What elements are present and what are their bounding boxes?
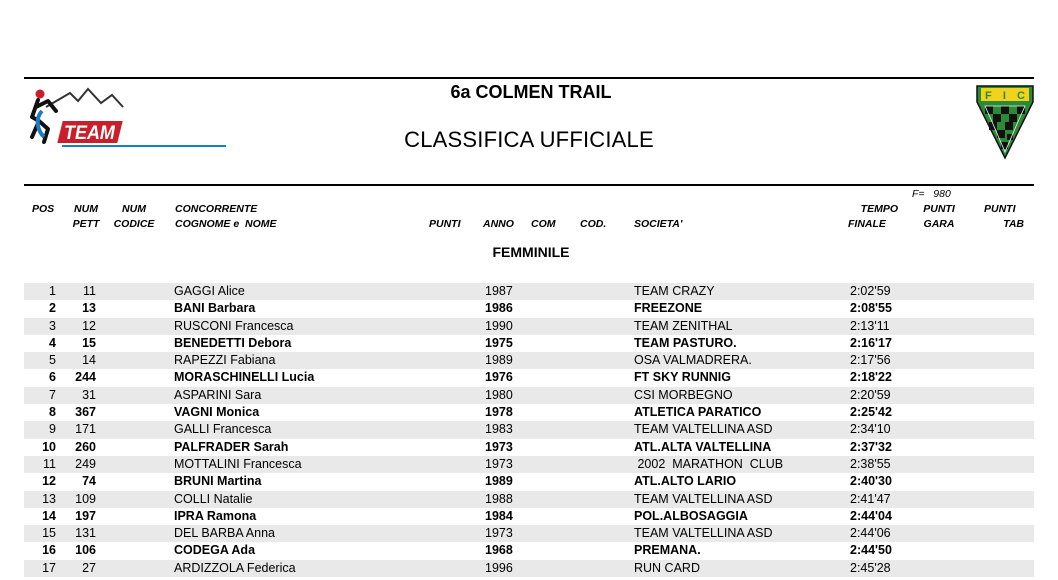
col-tempo-line2: FINALE — [848, 218, 886, 230]
row-time: 2:41'47 — [850, 491, 891, 506]
table-row — [24, 525, 1034, 542]
row-pett: 27 — [82, 560, 96, 575]
row-name: BANI Barbara — [174, 301, 256, 316]
page-subtitle: CLASSIFICA UFFICIALE — [404, 127, 654, 152]
col-num-pett-line1: NUM — [74, 203, 98, 215]
row-name: GAGGI Alice — [174, 284, 245, 298]
row-time: 2:40'30 — [850, 474, 892, 489]
row-year: 1987 — [485, 284, 513, 298]
row-club: ATL.ALTA VALTELLINA — [634, 439, 772, 454]
row-pos: 16 — [42, 543, 56, 558]
row-year: 1983 — [485, 422, 513, 437]
row-pett: 197 — [75, 508, 96, 523]
row-pos: 11 — [43, 456, 56, 471]
row-year: 1990 — [485, 318, 513, 333]
row-name: BRUNI Martina — [174, 474, 262, 489]
row-club: PREMANA. — [634, 543, 701, 558]
row-time: 2:37'32 — [850, 439, 892, 454]
logo-right-text: FIC — [985, 90, 1025, 102]
row-club: 2002 MARATHON CLUB — [634, 456, 784, 471]
event-title: 6a COLMEN TRAIL — [450, 82, 612, 102]
row-pos: 1 — [49, 284, 56, 298]
col-anno: ANNO — [483, 218, 514, 230]
row-name: RUSCONI Francesca — [174, 318, 294, 333]
col-num-pett — [66, 202, 106, 232]
row-club: FT SKY RUNNIG — [634, 370, 731, 385]
row-name: COLLI Natalie — [174, 491, 253, 506]
table-row — [24, 491, 1034, 508]
row-club: ATLETICA PARATICO — [634, 405, 762, 420]
row-year: 1996 — [485, 560, 513, 575]
col-num-codice — [110, 202, 158, 232]
row-pos: 17 — [42, 560, 56, 575]
row-year: 1980 — [485, 387, 513, 402]
row-time: 2:44'04 — [850, 508, 892, 523]
row-pett: 12 — [82, 318, 96, 333]
col-num-codice-line1: NUM — [122, 203, 146, 215]
row-year: 1986 — [485, 301, 513, 316]
row-name: MOTTALINI Francesca — [174, 456, 302, 471]
row-pett: 15 — [82, 335, 96, 350]
row-pett: 14 — [82, 353, 96, 368]
row-year: 1973 — [485, 456, 513, 471]
row-club: TEAM VALTELLINA ASD — [634, 526, 773, 541]
table-row — [24, 335, 1034, 352]
row-pett: 13 — [82, 301, 96, 316]
row-year: 1973 — [485, 526, 513, 541]
row-pett: 171 — [75, 422, 96, 437]
logo-left-text: TEAM VALTELLINA — [64, 123, 229, 144]
row-time: 2:44'50 — [850, 543, 892, 558]
row-year: 1976 — [485, 370, 513, 385]
table-row — [24, 318, 1034, 335]
row-pett: 109 — [75, 491, 96, 506]
row-club: ATL.ALTO LARIO — [634, 474, 737, 489]
row-pett: 11 — [83, 284, 96, 298]
row-year: 1978 — [485, 405, 513, 420]
row-club: TEAM PASTURO. — [634, 335, 737, 350]
table-row — [24, 473, 1034, 490]
row-time: 2:44'06 — [850, 526, 891, 541]
row-club: TEAM CRAZY — [634, 284, 715, 298]
row-time: 2:16'17 — [850, 335, 892, 350]
col-punti-gara-line1: PUNTI — [923, 203, 955, 215]
row-pett: 244 — [75, 370, 96, 385]
row-year: 1984 — [485, 508, 513, 523]
col-punti-tab-line1: PUNTI — [984, 203, 1016, 215]
row-club: OSA VALMADRERA. — [634, 353, 752, 368]
row-pett: 106 — [75, 543, 96, 558]
row-year: 1989 — [485, 474, 513, 489]
col-societa: SOCIETA' — [634, 218, 683, 230]
row-time: 2:17'56 — [850, 353, 891, 368]
table-row — [24, 439, 1034, 456]
row-name: IPRA Ramona — [174, 508, 257, 523]
row-club: TEAM VALTELLINA ASD — [634, 491, 773, 506]
col-concorrente-line1: CONCORRENTE — [175, 203, 258, 215]
row-time: 2:02'59 — [850, 284, 891, 298]
row-pett: 249 — [75, 456, 96, 471]
row-time: 2:34'10 — [850, 422, 891, 437]
table-row — [24, 387, 1034, 404]
col-num-codice-line2: CODICE — [113, 218, 155, 230]
col-punti: PUNTI — [429, 218, 461, 230]
table-row — [24, 300, 1034, 317]
col-punti-tab-line2: TAB — [1003, 218, 1024, 230]
row-name: PALFRADER Sarah — [174, 439, 289, 454]
row-pett: 31 — [82, 387, 96, 402]
row-club: TEAM VALTELLINA ASD — [634, 422, 773, 437]
table-row — [24, 456, 1034, 473]
row-year: 1988 — [485, 491, 513, 506]
col-pos: POS — [32, 203, 55, 215]
row-time: 2:18'22 — [850, 370, 892, 385]
row-name: BENEDETTI Debora — [174, 335, 292, 350]
col-com: COM — [531, 218, 556, 230]
row-year: 1989 — [485, 353, 513, 368]
row-pos: 12 — [42, 474, 56, 489]
col-tempo-line1: TEMPO — [860, 203, 898, 215]
row-pos: 8 — [49, 405, 56, 420]
row-time: 2:20'59 — [850, 387, 891, 402]
row-pos: 10 — [42, 439, 56, 454]
col-punti-gara-line2: GARA — [923, 218, 955, 230]
table-row — [24, 421, 1034, 438]
col-concorrente-line2: COGNOME e NOME — [175, 218, 277, 230]
table-row — [24, 404, 1034, 421]
row-club: FREEZONE — [634, 301, 703, 316]
row-pett: 74 — [82, 474, 96, 489]
row-time: 2:08'55 — [850, 301, 892, 316]
table-row — [24, 542, 1034, 559]
table-row — [24, 369, 1034, 386]
results-table — [24, 283, 1034, 577]
row-club: POL.ALBOSAGGIA — [634, 508, 748, 523]
row-time: 2:13'11 — [850, 318, 890, 333]
row-club: RUN CARD — [634, 560, 700, 575]
table-row — [24, 283, 1034, 300]
col-cod: COD. — [580, 218, 607, 230]
row-time: 2:25'42 — [850, 405, 892, 420]
row-name: MORASCHINELLI Lucia — [174, 370, 315, 385]
row-pett: 260 — [75, 439, 96, 454]
row-name: ARDIZZOLA Federica — [174, 560, 296, 575]
row-pos: 15 — [42, 526, 56, 541]
col-num-pett-line2: PETT — [72, 218, 100, 230]
row-pos: 9 — [49, 422, 56, 437]
section-femminile: FEMMINILE — [492, 244, 570, 260]
row-pos: 13 — [42, 491, 56, 506]
col-tempo-finale — [840, 202, 898, 232]
row-pos: 2 — [49, 301, 56, 316]
row-pos: 4 — [49, 335, 56, 350]
row-name: VAGNI Monica — [174, 405, 260, 420]
table-row — [24, 508, 1034, 525]
row-pos: 14 — [42, 508, 56, 523]
row-club: TEAM ZENITHAL — [634, 318, 733, 333]
table-row — [24, 560, 1034, 577]
row-name: RAPEZZI Fabiana — [174, 353, 276, 368]
row-pett: 367 — [75, 405, 96, 420]
col-concorrente — [175, 202, 277, 232]
row-name: GALLI Francesca — [174, 422, 272, 437]
col-punti-gara — [914, 202, 964, 232]
row-time: 2:45'28 — [850, 560, 891, 575]
row-time: 2:38'55 — [850, 456, 891, 471]
row-pett: 131 — [75, 526, 96, 541]
row-pos: 6 — [49, 370, 56, 385]
row-club: CSI MORBEGNO — [634, 387, 733, 402]
row-name: DEL BARBA Anna — [174, 526, 275, 541]
row-year: 1975 — [485, 335, 513, 350]
row-year: 1968 — [485, 543, 513, 558]
row-name: CODEGA Ada — [174, 543, 256, 558]
row-name: ASPARINI Sara — [174, 387, 262, 402]
top-rule — [24, 77, 1034, 79]
row-pos: 5 — [49, 353, 56, 368]
col-punti-tab — [976, 202, 1024, 232]
row-pos: 3 — [49, 318, 56, 333]
f-value-label: F= 980 — [912, 188, 951, 200]
row-year: 1973 — [485, 439, 513, 454]
row-pos: 7 — [49, 387, 56, 402]
table-row — [24, 352, 1034, 369]
header-rule — [24, 184, 1034, 186]
